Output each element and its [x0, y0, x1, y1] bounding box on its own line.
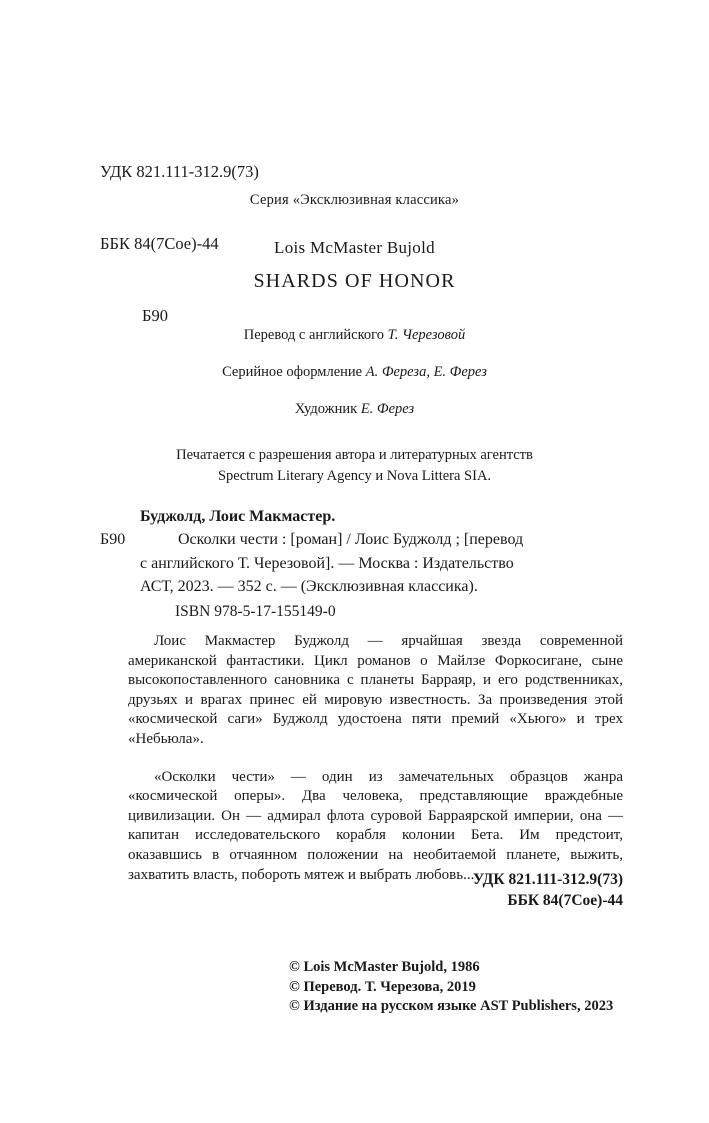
permission-line-1: Печатается с разрешения автора и литературных агентств: [176, 447, 533, 463]
series-design-credit: [0, 362, 709, 382]
bibliographic-record: [100, 505, 623, 623]
original-author-name: Lois McMaster Bujold: [274, 238, 435, 257]
biblio-shelf-mark: Б90: [100, 531, 126, 548]
series-name: Серия «Эксклюзивная классика»: [249, 192, 460, 208]
udk-code-top: УДК 821.111-312.9(73): [100, 162, 259, 181]
copyright-line-publisher: © Издание на русском языке AST Publishers, 2023: [289, 998, 614, 1014]
biblio-entry-line-3: АСТ, 2023. — 352 с. — (Эксклюзивная классика).: [140, 578, 478, 595]
series-design-label: Серийное оформление: [222, 364, 366, 380]
shelf-mark-top: Б90: [142, 306, 168, 325]
front-matter-block: [0, 190, 709, 487]
isbn-number: ISBN 978-5-17-155149-0: [175, 602, 336, 620]
bbk-code-bottom: ББК 84(7Сое)-44: [507, 892, 623, 909]
series-designer-names: А. Фереза, Е. Ферез: [365, 364, 487, 380]
biblio-author-heading: Буджолд, Лоис Макмастер.: [140, 508, 336, 525]
artist-name: Е. Ферез: [360, 401, 415, 417]
translation-credit: [0, 325, 709, 345]
original-title: SHARDS OF HONOR: [253, 270, 456, 292]
biblio-entry-line-2: с английского Т. Черезовой]. — Москва : Издательство: [140, 554, 514, 572]
biblio-entry: [100, 528, 623, 599]
book-annotation: [128, 632, 623, 885]
annotation-paragraph-2: «Осколки чести» — один из замечательных образцов жанра «космической оперы». Два человека, представляющие враждебные цивилизации. Он — адмирал флота суровой Барраярской империи, она — капитан исследовательского корабля колонии Бета. Им предстоит, оказавшись в отчаянном положении на необитаемой планете, выжить, захватить власть, побороть мятеж и выбрать любовь...: [128, 768, 623, 883]
translation-credit-label: Перевод с английского: [243, 327, 388, 343]
annotation-paragraph-1: Лоис Макмастер Буджолд — ярчайшая звезда современной американской фантастики. Цикл романов о Майлзе Форкосигане, сыне высокопоставленного сановника с планеты Барраяр, и его родственниках, друзьях и врагах принес ей мировую известность. За произведения этой «космической саги» Буджолд удостоена пяти премий «Хьюго» и трех «Небьюла».: [128, 633, 623, 747]
translator-name: Т. Черезовой: [387, 327, 466, 343]
udk-code-bottom: УДК 821.111-312.9(73): [472, 871, 623, 888]
classification-codes-bottom: [473, 869, 623, 911]
copyright-line-translation: © Перевод. Т. Черезова, 2019: [289, 978, 476, 995]
artist-credit: [0, 399, 709, 419]
artist-label: Художник: [294, 401, 361, 417]
copyright-block: [289, 958, 613, 1017]
permission-line-2: Spectrum Literary Agency и Nova Littera SIA.: [217, 468, 492, 484]
copyright-line-author: © Lois McMaster Bujold, 1986: [289, 959, 480, 975]
permission-notice: [0, 445, 709, 487]
biblio-entry-line-1: Осколки чести : [роман] / Лоис Буджолд ; [перевод: [178, 531, 524, 548]
bbk-code-top: ББК 84(7Сое)-44: [100, 234, 219, 253]
